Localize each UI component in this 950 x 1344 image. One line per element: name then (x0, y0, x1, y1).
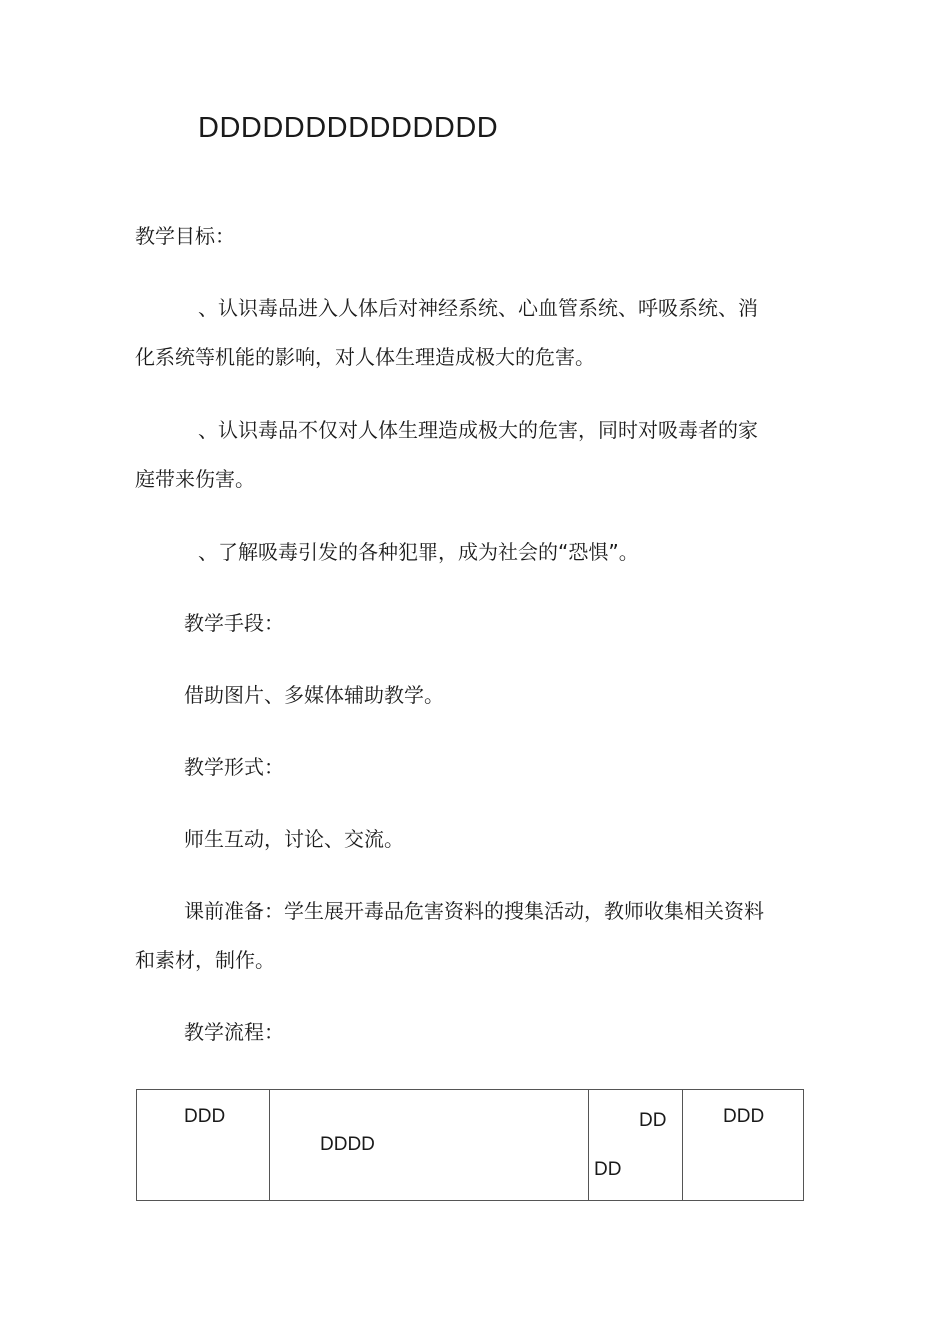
table-cell-2-text: DDDD (320, 1134, 375, 1155)
document-title: DDDDDDDDDDDDDD (198, 112, 499, 144)
objective-2-line-1: 、认识毒品不仅对人体生理造成极大的危害，同时对吸毒者的家 (198, 418, 758, 442)
table-cell-3-text-2: DD (594, 1159, 622, 1180)
prep-line-2: 和素材，制作。 (135, 948, 275, 972)
objective-1-line-1: 、认识毒品进入人体后对神经系统、心血管系统、呼吸系统、消 (198, 296, 758, 320)
table-cell-3 (589, 1090, 683, 1201)
objective-1-line-2: 化系统等机能的影响，对人体生理造成极大的危害。 (135, 345, 595, 369)
prep-line-1: 课前准备：学生展开毒品危害资料的搜集活动，教师收集相关资料 (184, 899, 764, 923)
means-text: 借助图片、多媒体辅助教学。 (184, 683, 444, 707)
table-cell-1 (137, 1090, 270, 1201)
table-cell-4 (683, 1090, 804, 1201)
objective-2-line-2: 庭带来伤害。 (135, 467, 255, 491)
table-cell-4-text: DDD (723, 1106, 765, 1127)
flow-table (136, 1089, 804, 1201)
objective-3: 、了解吸毒引发的各种犯罪，成为社会的“恐惧”。 (198, 540, 639, 564)
flow-heading: 教学流程： (184, 1020, 284, 1044)
means-heading: 教学手段： (184, 611, 284, 635)
table-cell-1-text: DDD (184, 1106, 226, 1127)
form-heading: 教学形式： (184, 755, 284, 779)
objectives-heading: 教学目标： (135, 224, 235, 248)
table-cell-3-text-1: DD (639, 1110, 667, 1131)
form-text: 师生互动，讨论、交流。 (184, 827, 404, 851)
table-row (137, 1090, 804, 1201)
table-cell-2 (270, 1090, 589, 1201)
